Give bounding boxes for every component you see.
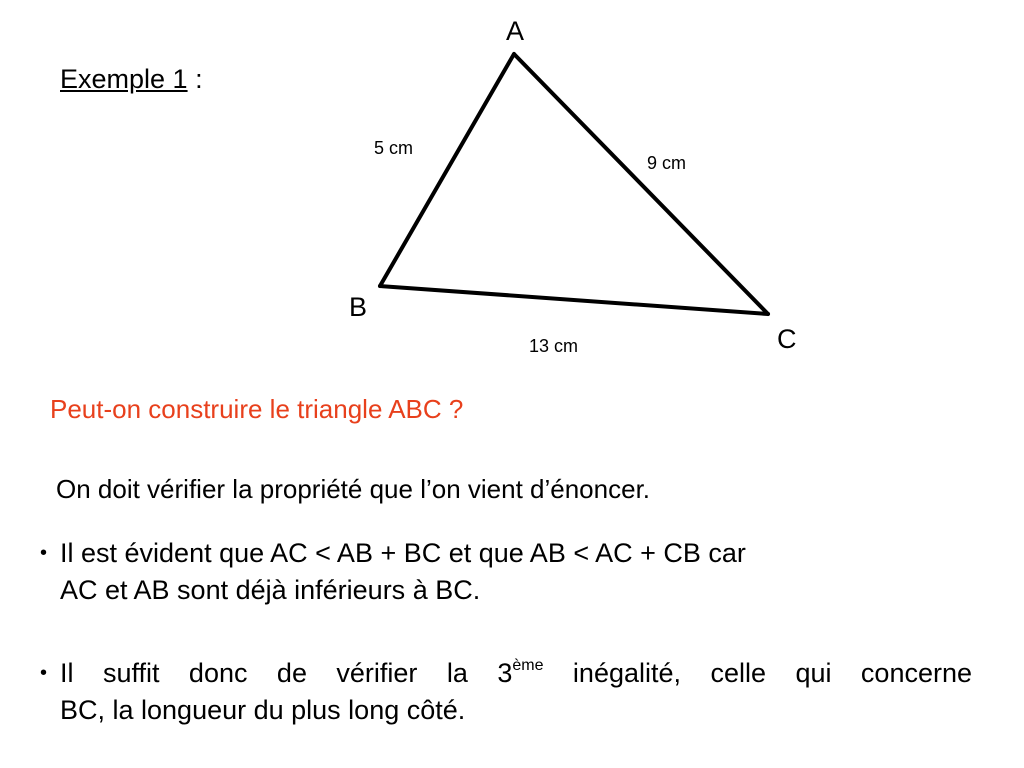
bullet-2-text-start: Il suffit donc de vérifier la 3 xyxy=(60,658,513,688)
bullet-item-2 xyxy=(40,655,972,729)
bullet-marker: • xyxy=(40,662,48,684)
question-text: Peut-on construire le triangle ABC ? xyxy=(50,394,464,424)
bullet-item-1 xyxy=(40,535,972,609)
vertex-c-label: C xyxy=(777,324,797,354)
side-ac-length: 9 cm xyxy=(647,153,687,173)
bullet-2-line-2: BC, la longueur du plus long côté. xyxy=(60,695,466,725)
vertex-a-label: A xyxy=(506,16,525,46)
bullet-2-superscript: ème xyxy=(512,657,544,674)
side-bc-length: 13 cm xyxy=(529,336,579,356)
intro-text: On doit vérifier la propriété que l’on vient d’énoncer. xyxy=(56,474,651,504)
side-ab-length: 5 cm xyxy=(374,138,414,158)
side-bc xyxy=(380,286,768,314)
example-label: Exemple 1 xyxy=(60,64,188,94)
side-ac xyxy=(514,54,768,314)
bullet-1-line-2: AC et AB sont déjà inférieurs à BC. xyxy=(60,575,481,605)
example-colon: : xyxy=(187,64,203,94)
side-ab xyxy=(380,54,514,286)
bullet-2-text-end: inégalité, celle qui concerne xyxy=(543,658,972,688)
triangle-figure xyxy=(0,0,1024,380)
bullet-marker: • xyxy=(40,542,48,564)
bullet-1-line-1: Il est évident que AC < AB + BC et que AB < AC + CB car xyxy=(60,538,746,568)
bullet-2-line-1 xyxy=(40,655,972,692)
vertex-b-label: B xyxy=(349,292,368,322)
